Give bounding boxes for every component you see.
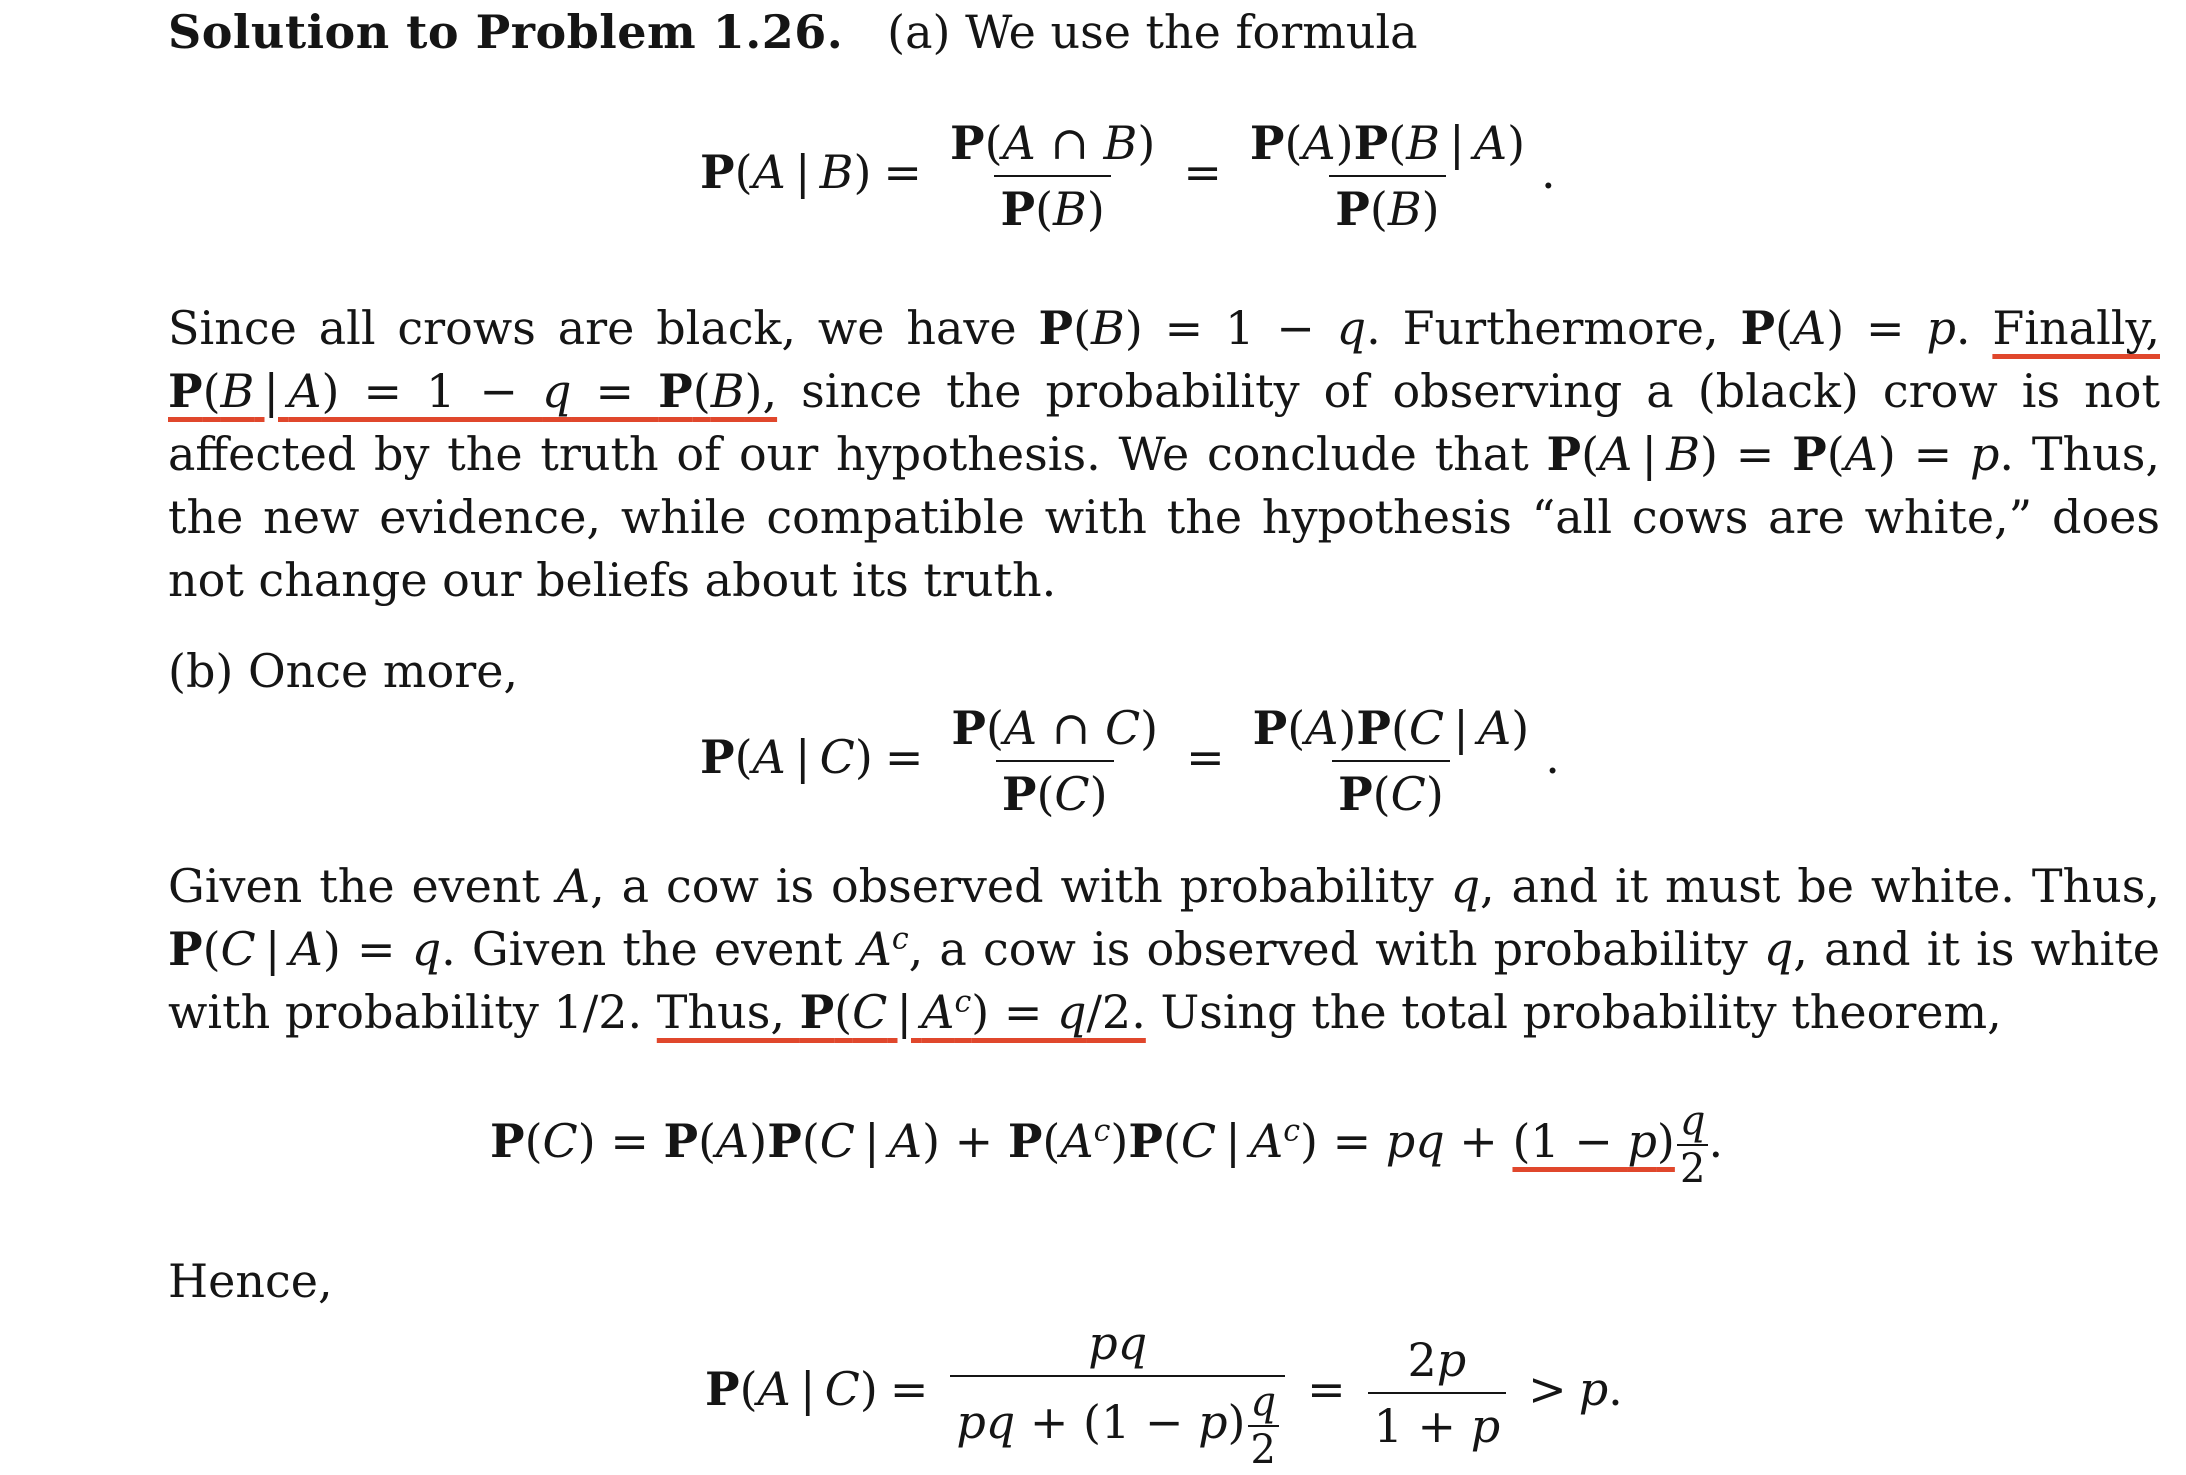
annotation-underline-3: (1 − p): [1512, 1114, 1675, 1168]
paragraph-part-b: Given the event A, a cow is observed with probability q, and it must be white. Thus, P(C | A) = q. Given the event $A^c$, a cow is observed with probability q, and it is white with probability 1/2. Thus, P(C | $A^c) = q/2$. Using the total probability theorem,: [168, 859, 2161, 1039]
part-b-intro: (b) Once more,: [168, 644, 519, 698]
hence-label: Hence,: [168, 1254, 333, 1308]
equation-posterior: P(A | C) = pq pq + (1 − p) $\frac{q}{2}$ = $\frac{2p}{1 + p}$ > p.: [705, 1316, 1623, 1473]
annotation-underline-1: Finally, P(B | A) = 1 − q = P(B),: [168, 301, 2160, 418]
equation-total-probability: P(C) = P(A)P(C | $A) + P(A^c)P(C$ | $A^c$) = pq + (1 − p) $\frac{q}{2}$ .: [490, 1098, 1724, 1192]
equation-bayes-ac: P(A | C) = $\frac{P(A \cap C)}{P(C)}$ = $\frac{P(A)P(C | A)}{P(C)}$ .: [700, 701, 1560, 821]
solution-heading: Solution to Problem 1.26. (a) We use the formula: [168, 5, 1418, 59]
annotation-underline-2: Thus, P(C | $A^c) = q/2$.: [656, 984, 1146, 1039]
paragraph-part-a: Since all crows are black, we have P(B) = 1 − q. Furthermore, P(A) = p. Finally, P(B | A) = 1 − q = P(B), since the probability of observing a (black) crow is not affected by the truth of our hypothesis. We conclude that P(A | B) = P(A) = p. Thus, the new evidence, while compatible with the hypothesis “all cows are white,” does not change our beliefs about its truth.: [168, 301, 2161, 607]
equation-bayes-ab: P(A | B) = $\frac{P(A \cap B)}{P(B)}$ = $\frac{P(A)P(B | A)}{P(B)}$ .: [700, 116, 1556, 236]
